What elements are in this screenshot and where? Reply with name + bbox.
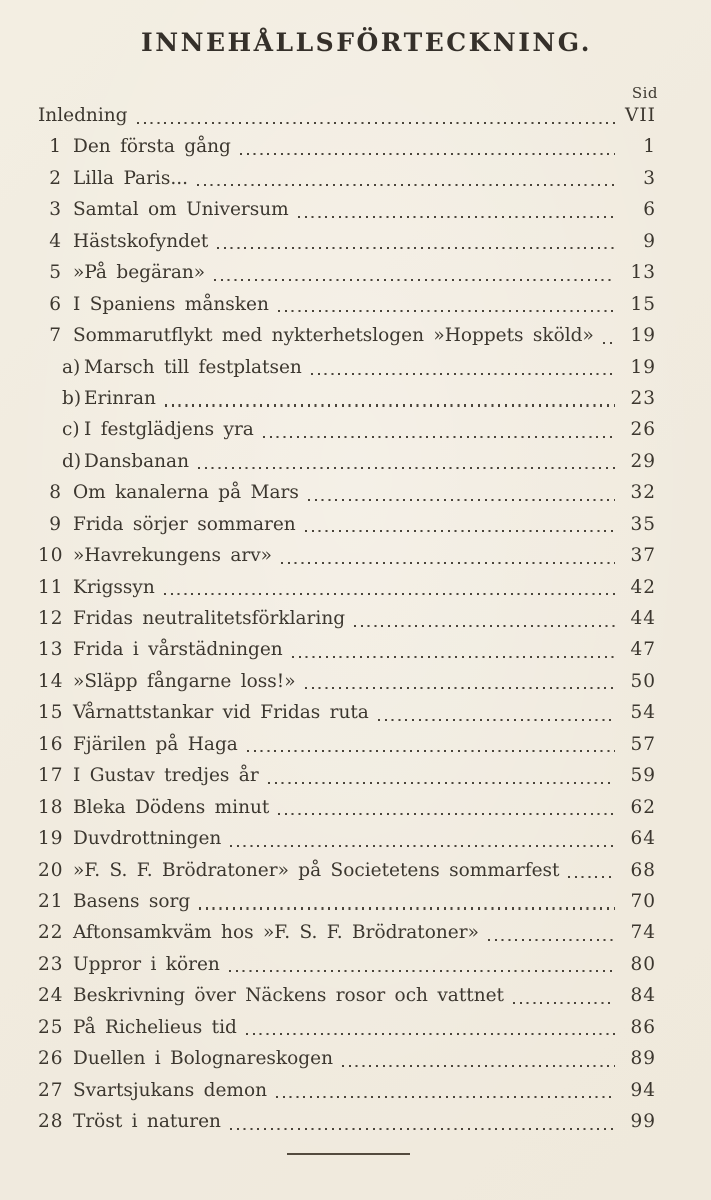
entry-number: a): [62, 356, 81, 378]
entry-number: 28: [38, 1111, 64, 1132]
toc-row: [0, 670, 711, 701]
entry-page-number: 94: [630, 1079, 656, 1101]
entry-title: Inledning: [38, 105, 128, 126]
entry-title: Duvdrottningen: [73, 828, 222, 850]
entry-title: I Gustav tredjes år: [73, 765, 259, 787]
dot-leader: [311, 373, 615, 375]
toc-row: [0, 764, 711, 795]
toc-row: [0, 418, 711, 449]
entry-number: 3: [49, 199, 62, 221]
dot-leader: [263, 436, 615, 438]
entry-number: 14: [38, 670, 64, 692]
dot-leader: [488, 939, 615, 941]
toc-list: [0, 104, 711, 1141]
entry-number: 11: [38, 576, 64, 598]
entry-title: Hästskofyndet: [73, 230, 209, 252]
toc-row: [0, 890, 711, 921]
toc-row: [0, 859, 711, 890]
entry-page-number: 23: [630, 387, 656, 409]
entry-page-number: 19: [630, 325, 656, 347]
toc-row: [0, 827, 711, 858]
dot-leader: [197, 184, 615, 186]
entry-title: Lilla Paris...: [73, 167, 188, 189]
entry-page-number: 59: [630, 765, 656, 787]
entry-number: d): [62, 450, 82, 472]
entry-number: 22: [38, 922, 64, 944]
entry-page-number: 54: [630, 702, 656, 724]
entry-number: 10: [38, 545, 64, 567]
toc-row: [0, 796, 711, 827]
toc-row: [0, 167, 711, 198]
entry-title: Aftonsamkväm hos »F. S. F. Brödratoner»: [73, 922, 479, 944]
dot-leader: [246, 1033, 615, 1035]
entry-title: Sommarutflykt med nykterhetslogen »Hoppets sköld»: [73, 325, 594, 347]
entry-page-number: 35: [630, 513, 656, 535]
entry-page-number: 80: [630, 953, 656, 975]
entry-page-number: 86: [630, 1016, 656, 1038]
entry-page-number: 13: [630, 262, 656, 284]
dot-leader: [305, 530, 615, 532]
toc-row: [0, 638, 711, 669]
entry-title: Vårnattstankar vid Fridas ruta: [73, 702, 369, 724]
entry-title: I Spaniens månsken: [73, 293, 269, 315]
entry-title: Den första gång: [73, 136, 231, 158]
entry-title: Tröst i naturen: [73, 1111, 221, 1132]
dot-leader: [354, 625, 615, 627]
entry-number: 7: [49, 325, 62, 347]
entry-page-number: 15: [630, 293, 656, 315]
entry-page-number: 42: [630, 576, 656, 598]
toc-row: [0, 230, 711, 261]
entry-page-number: 57: [630, 733, 656, 755]
entry-title: »Havrekungens arv»: [73, 545, 272, 567]
entry-number: 25: [38, 1016, 64, 1038]
entry-number: 16: [38, 733, 64, 755]
toc-row: [0, 1079, 711, 1110]
entry-page-number: 84: [630, 985, 656, 1007]
toc-row: [0, 513, 711, 544]
entry-title: Beskrivning över Näckens rosor och vattnet: [73, 985, 504, 1007]
entry-number: c): [62, 419, 80, 441]
entry-title: Dansbanan: [84, 450, 190, 472]
dot-leader: [308, 499, 615, 501]
dot-leader: [292, 656, 615, 658]
entry-title: Fjärilen på Haga: [73, 733, 238, 755]
entry-title: Fridas neutralitetsförklaring: [73, 608, 346, 629]
toc-row: [0, 135, 711, 166]
entry-title: Basens sorg: [73, 890, 191, 912]
dot-leader: [342, 1065, 615, 1067]
dot-leader: [278, 813, 615, 815]
entry-number: 26: [38, 1048, 64, 1070]
entry-title: Uppror i kören: [73, 953, 220, 975]
page-title: INNEHÅLLSFÖRTECKNING.: [141, 28, 592, 57]
toc-row: [0, 607, 711, 638]
end-rule: [287, 1153, 410, 1155]
entry-number: 8: [49, 482, 62, 504]
toc-row: [0, 984, 711, 1015]
toc-row: [0, 198, 711, 229]
entry-page-number: 89: [630, 1048, 656, 1070]
entry-number: 13: [38, 639, 64, 661]
dot-leader: [247, 750, 615, 752]
dot-leader: [268, 782, 615, 784]
dot-leader: [240, 153, 615, 155]
entry-number: 27: [38, 1079, 64, 1101]
entry-page-number: 74: [630, 922, 656, 944]
toc-row: [0, 576, 711, 607]
page-column-header: Sid: [631, 84, 658, 102]
entry-number: 23: [38, 953, 64, 975]
entry-title: »Släpp fångarne loss!»: [73, 670, 296, 692]
toc-row: [0, 1047, 711, 1078]
entry-title: Om kanalerna på Mars: [73, 482, 299, 504]
dot-leader: [229, 970, 615, 972]
dot-leader: [305, 687, 615, 689]
toc-row: [0, 104, 711, 135]
entry-page-number: 37: [630, 545, 656, 567]
entry-page-number: VII: [625, 105, 656, 126]
dot-leader: [230, 1128, 615, 1130]
entry-number: 17: [38, 765, 64, 787]
entry-number: 5: [49, 262, 62, 284]
entry-title: På Richelieus tid: [73, 1016, 237, 1038]
entry-title: Frida i vårstädningen: [73, 639, 283, 661]
dot-leader: [568, 876, 615, 878]
toc-row: [0, 1110, 711, 1141]
entry-page-number: 99: [630, 1111, 656, 1132]
dot-leader: [230, 845, 615, 847]
dot-leader: [198, 467, 615, 469]
entry-page-number: 26: [630, 419, 656, 441]
entry-number: 18: [38, 796, 64, 818]
entry-number: 6: [49, 293, 62, 315]
toc-row: [0, 356, 711, 387]
toc-row: [0, 481, 711, 512]
entry-number: 12: [38, 608, 64, 629]
toc-row: [0, 293, 711, 324]
entry-title: Erinran: [84, 387, 156, 409]
entry-number: 15: [38, 702, 64, 724]
entry-title: Bleka Dödens minut: [73, 796, 270, 818]
dot-leader: [137, 122, 615, 124]
toc-row: [0, 701, 711, 732]
toc-row: [0, 324, 711, 355]
toc-row: [0, 733, 711, 764]
entry-page-number: 29: [630, 450, 656, 472]
entry-page-number: 68: [630, 859, 656, 881]
entry-number: 4: [49, 230, 62, 252]
dot-leader: [513, 1002, 615, 1004]
entry-title: Svartsjukans demon: [73, 1079, 267, 1101]
entry-page-number: 32: [630, 482, 656, 504]
dot-leader: [281, 562, 615, 564]
entry-title: Duellen i Bolognareskogen: [73, 1048, 333, 1070]
entry-page-number: 70: [630, 890, 656, 912]
dot-leader: [199, 907, 615, 909]
entry-number: 19: [38, 828, 64, 850]
entry-page-number: 19: [630, 356, 656, 378]
dot-leader: [217, 247, 615, 249]
entry-number: 1: [49, 136, 62, 158]
entry-page-number: 6: [643, 199, 656, 221]
entry-page-number: 9: [643, 230, 656, 252]
toc-row: [0, 1016, 711, 1047]
entry-title: Samtal om Universum: [73, 199, 289, 221]
dot-leader: [298, 216, 615, 218]
toc-row: [0, 387, 711, 418]
dot-leader: [164, 593, 615, 595]
dot-leader: [278, 310, 615, 312]
entry-page-number: 1: [643, 136, 656, 158]
entry-page-number: 50: [630, 670, 656, 692]
dot-leader: [378, 719, 615, 721]
entry-page-number: 62: [630, 796, 656, 818]
entry-number: 24: [38, 985, 64, 1007]
entry-title: »På begäran»: [73, 262, 206, 284]
entry-title: »F. S. F. Brödratoner» på Societetens sommarfest: [73, 859, 560, 881]
entry-page-number: 47: [630, 639, 656, 661]
toc-row: [0, 261, 711, 292]
entry-title: Marsch till festplatsen: [84, 356, 302, 378]
dot-leader: [165, 404, 615, 406]
toc-row: [0, 450, 711, 481]
entry-page-number: 44: [630, 608, 656, 629]
entry-title: I festglädjens yra: [84, 419, 254, 441]
dot-leader: [276, 1096, 615, 1098]
entry-title: Frida sörjer sommaren: [73, 513, 296, 535]
dot-leader: [603, 342, 615, 344]
entry-number: 21: [38, 890, 64, 912]
entry-page-number: 64: [630, 828, 656, 850]
toc-row: [0, 953, 711, 984]
entry-title: Krigssyn: [73, 576, 155, 598]
dot-leader: [214, 279, 615, 281]
toc-row: [0, 921, 711, 952]
toc-row: [0, 544, 711, 575]
entry-number: 9: [49, 513, 62, 535]
entry-number: 2: [49, 167, 62, 189]
entry-number: b): [62, 387, 82, 409]
entry-page-number: 3: [643, 167, 656, 189]
entry-number: 20: [38, 859, 64, 881]
